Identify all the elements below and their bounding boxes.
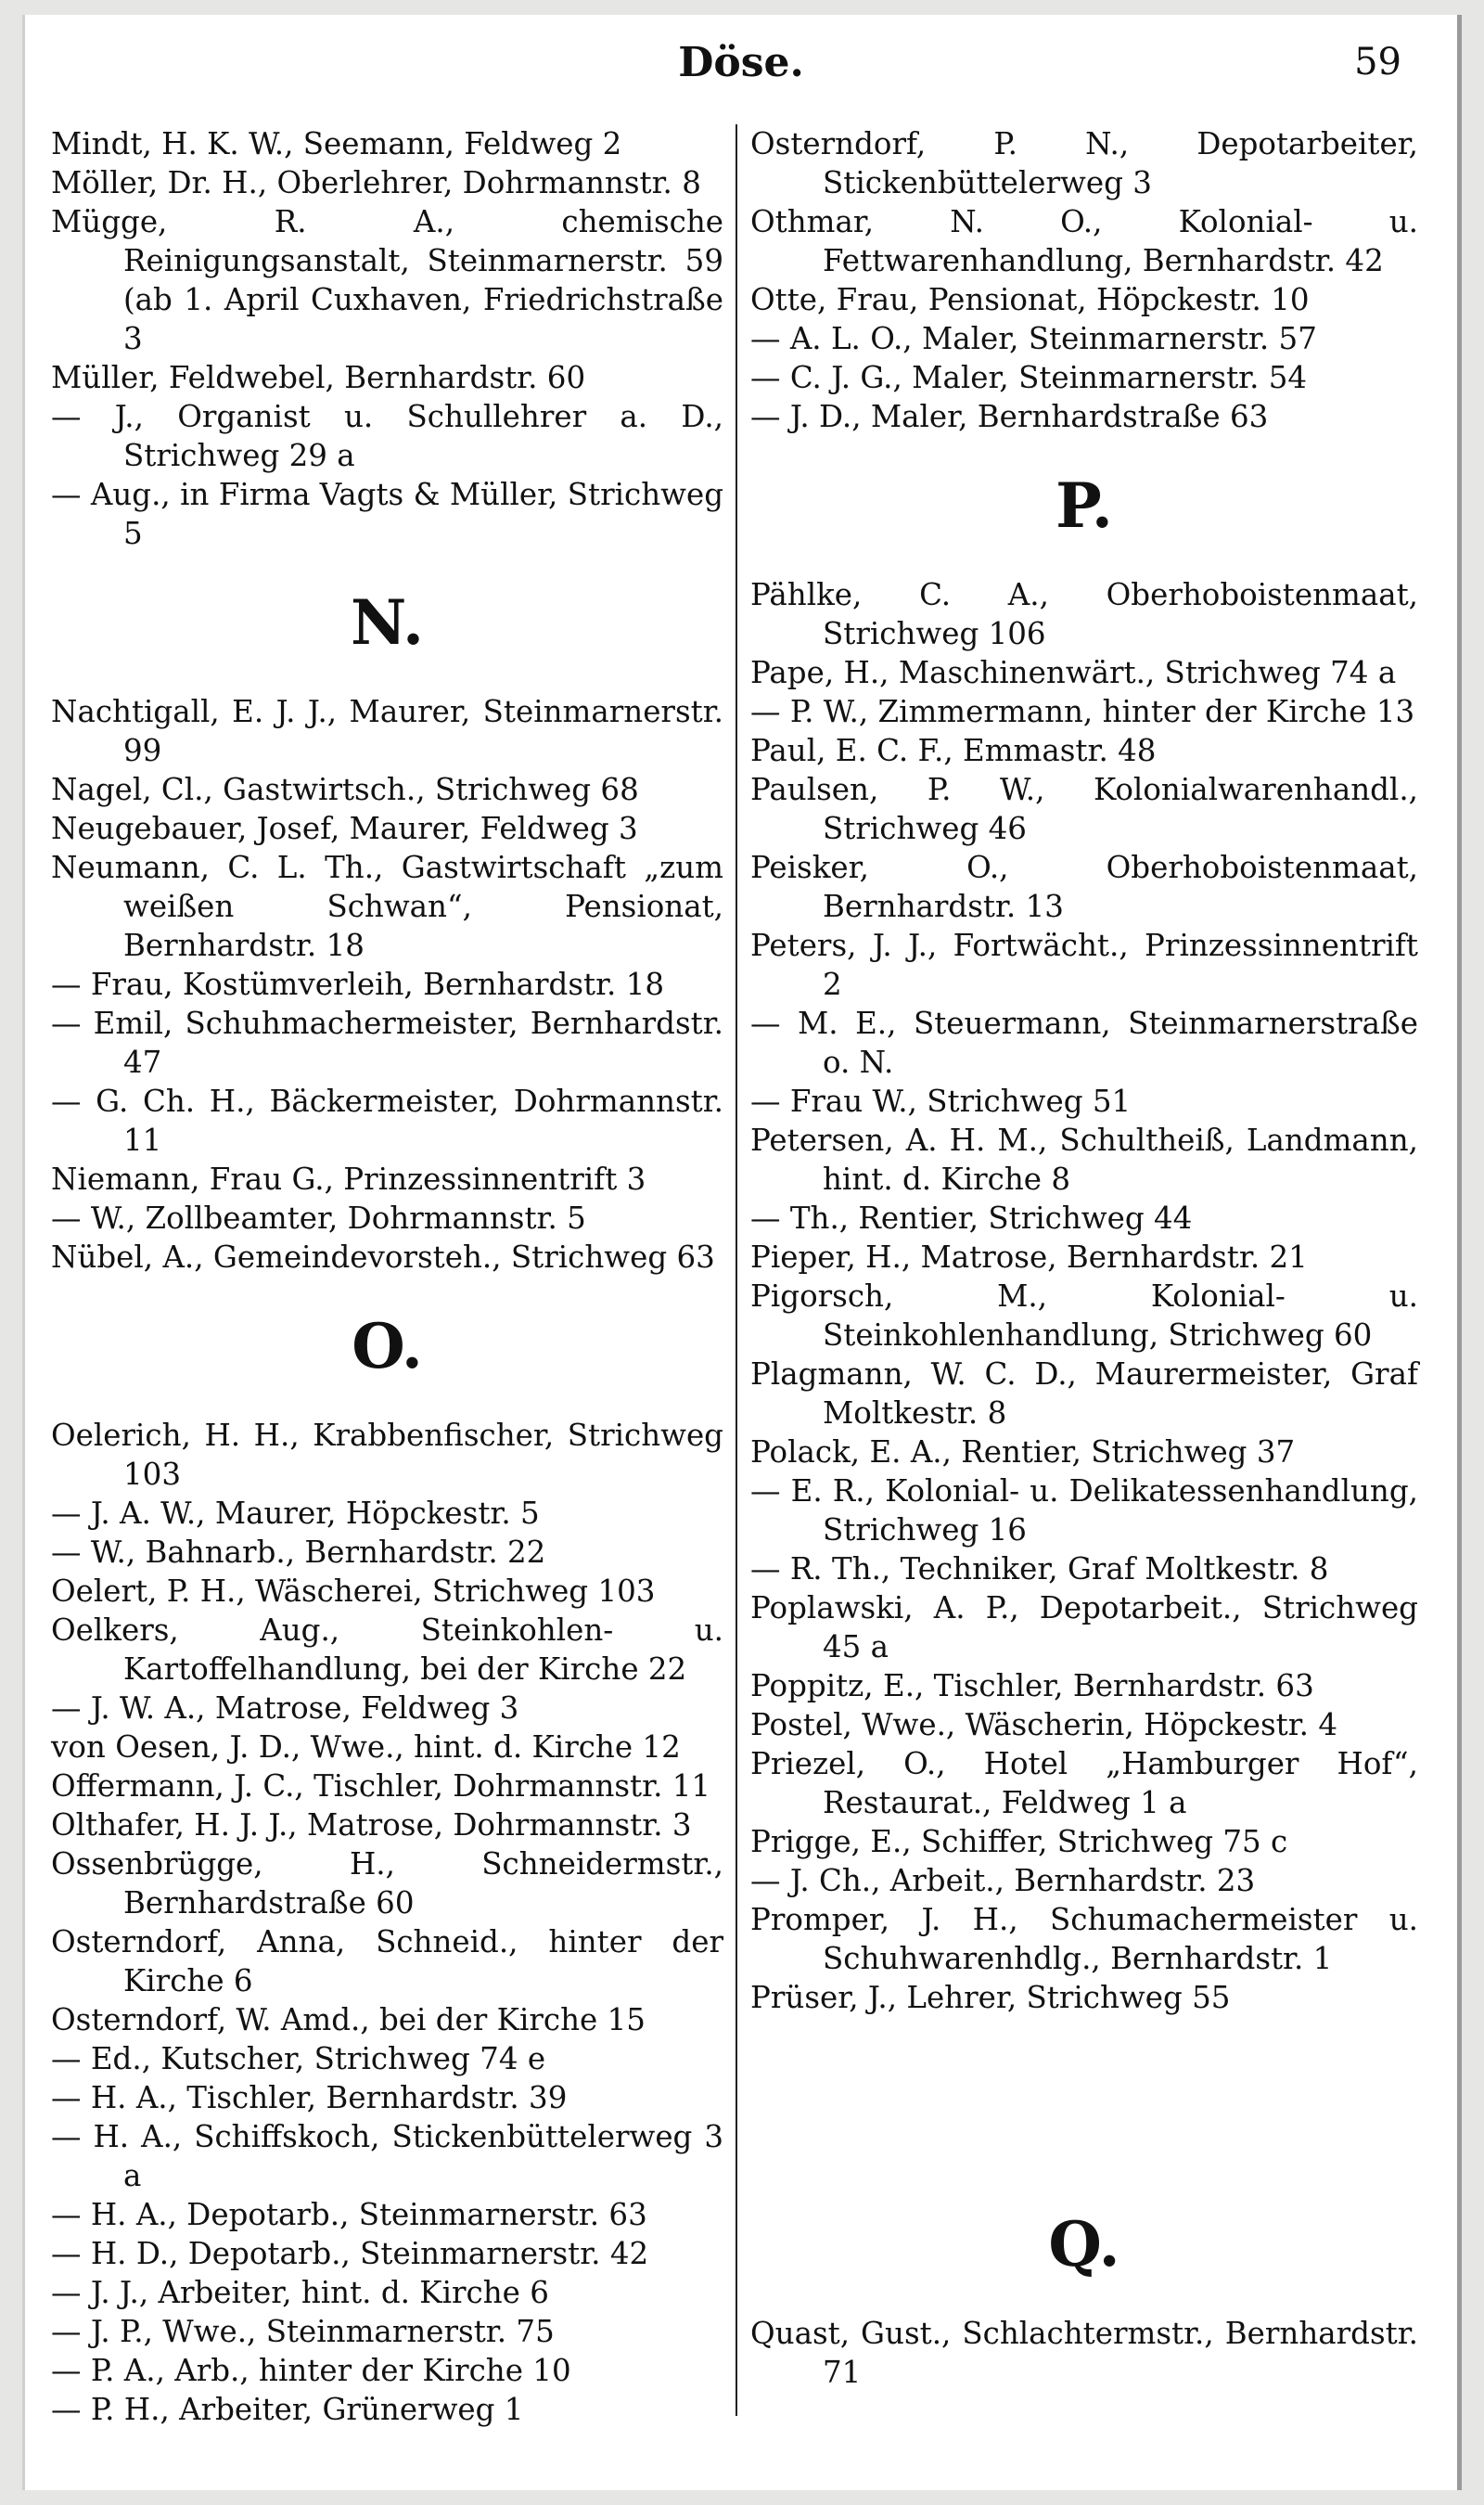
directory-entry: — J. P., Wwe., Steinmarnerstr. 75 <box>51 2314 555 2349</box>
directory-entry: — H. D., Depotarb., Steinmarnerstr. 42 <box>51 2236 649 2271</box>
directory-entry: Osterndorf, W. Amd., bei der Kirche 15 <box>51 2002 646 2037</box>
directory-entry: Petersen, A. H. M., Schultheiß, Landmann, hint. d. Kirche 8 <box>750 1123 1418 1197</box>
page-header <box>25 15 1457 115</box>
entries-continuation-o <box>750 124 1418 436</box>
directory-entry: Otte, Frau, Pensionat, Höpckestr. 10 <box>750 282 1310 317</box>
section-heading-n: N. <box>350 586 425 659</box>
directory-entry: Othmar, N. O., Kolonial- u. Fettwarenhandlung, Bernhardstr. 42 <box>750 204 1418 278</box>
directory-entry: Quast, Gust., Schlachtermstr., Bernhardstr. 71 <box>750 2316 1418 2390</box>
directory-entry: Paulsen, P. W., Kolonialwarenhandl., Strichweg 46 <box>750 772 1418 846</box>
directory-entry: Ossenbrügge, H., Schneidermstr., Bernhardstraße 60 <box>51 1846 723 1920</box>
directory-entry: — H. A., Depotarb., Steinmarnerstr. 63 <box>51 2197 647 2232</box>
directory-entry: Nachtigall, E. J. J., Maurer, Steinmarnerstr. 99 <box>51 694 723 768</box>
directory-entry: — J. W. A., Matrose, Feldweg 3 <box>51 1690 519 1726</box>
directory-entry: Plagmann, W. C. D., Maurermeister, Graf Moltkestr. 8 <box>750 1356 1418 1431</box>
left-column <box>51 124 723 2490</box>
directory-entry: — J. Ch., Arbeit., Bernhardstr. 23 <box>750 1863 1256 1898</box>
directory-entry: — P. H., Arbeiter, Grünerweg 1 <box>51 2392 524 2427</box>
two-column-body <box>25 124 1457 2490</box>
directory-entry: Niemann, Frau G., Prinzessinnentrift 3 <box>51 1162 646 1197</box>
section-heading-p: P. <box>1055 469 1113 542</box>
directory-entry: — Th., Rentier, Strichweg 44 <box>750 1201 1193 1236</box>
directory-entry: Oelerich, H. H., Krabbenfischer, Strichweg 103 <box>51 1418 723 1492</box>
directory-entry: — Frau, Kostümverleih, Bernhardstr. 18 <box>51 967 665 1002</box>
directory-entry: — E. R., Kolonial- u. Delikatessenhandlung, Strichweg 16 <box>750 1473 1418 1548</box>
directory-entry: Osterndorf, Anna, Schneid., hinter der Kirche 6 <box>51 1924 723 1998</box>
directory-entry: — W., Zollbeamter, Dohrmannstr. 5 <box>51 1201 586 1236</box>
directory-entry: Offermann, J. C., Tischler, Dohrmannstr. 11 <box>51 1768 711 1804</box>
directory-entry: — J. A. W., Maurer, Höpckestr. 5 <box>51 1496 540 1531</box>
directory-entry: Oelkers, Aug., Steinkohlen- u. Kartoffelhandlung, bei der Kirche 22 <box>51 1612 723 1687</box>
directory-entry: Olthafer, H. J. J., Matrose, Dohrmannstr. 3 <box>51 1807 692 1843</box>
section-heading-o: O. <box>352 1310 423 1382</box>
directory-entry: Postel, Wwe., Wäscherin, Höpckestr. 4 <box>750 1707 1338 1742</box>
directory-entry: Peisker, O., Oberhoboistenmaat, Bernhardstr. 13 <box>750 850 1418 924</box>
directory-entry: — Ed., Kutscher, Strichweg 74 e <box>51 2041 546 2076</box>
directory-entry: Poplawski, A. P., Depotarbeit., Strichweg 45 a <box>750 1590 1418 1664</box>
directory-entry: Nagel, Cl., Gastwirtsch., Strichweg 68 <box>51 772 639 807</box>
directory-entry: Poppitz, E., Tischler, Bernhardstr. 63 <box>750 1668 1314 1703</box>
directory-entry: — R. Th., Techniker, Graf Moltkestr. 8 <box>750 1551 1329 1586</box>
directory-entry: — A. L. O., Maler, Steinmarnerstr. 57 <box>750 321 1317 356</box>
directory-entry: — M. E., Steuermann, Steinmarnerstraße o. N. <box>750 1006 1418 1080</box>
directory-entry: — C. J. G., Maler, Steinmarnerstr. 54 <box>750 360 1308 395</box>
directory-entry: Priezel, O., Hotel „Hamburger Hof“, Restaurat., Feldweg 1 a <box>750 1746 1418 1820</box>
column-divider <box>736 124 737 2416</box>
page-number: 59 <box>1354 41 1401 84</box>
directory-entry: Müller, Feldwebel, Bernhardstr. 60 <box>51 360 586 395</box>
directory-entry: — H. A., Tischler, Bernhardstr. 39 <box>51 2080 568 2115</box>
directory-entry: Oelert, P. H., Wäscherei, Strichweg 103 <box>51 1574 656 1609</box>
directory-entry: Pigorsch, M., Kolonial- u. Steinkohlenhandlung, Strichweg 60 <box>750 1278 1418 1353</box>
directory-entry: Nübel, A., Gemeindevorsteh., Strichweg 63 <box>51 1240 715 1275</box>
directory-entry: — Emil, Schuhmachermeister, Bernhardstr. 47 <box>51 1006 723 1080</box>
directory-entry: — J. D., Maler, Bernhardstraße 63 <box>750 399 1269 434</box>
entries-section-n <box>51 692 723 1277</box>
directory-entry: Osterndorf, P. N., Depotarbeiter, Stickenbüttelerweg 3 <box>750 126 1418 200</box>
directory-entry: — P. A., Arb., hinter der Kirche 10 <box>51 2353 571 2388</box>
directory-entry: — H. A., Schiffskoch, Stickenbüttelerweg 3 a <box>51 2119 723 2193</box>
directory-entry: Peters, J. J., Fortwächt., Prinzessinnentrift 2 <box>750 928 1418 1002</box>
directory-page <box>22 15 1462 2490</box>
directory-entry: Pählke, C. A., Oberhoboistenmaat, Strichweg 106 <box>750 577 1418 651</box>
directory-entry: Pape, H., Maschinenwärt., Strichweg 74 a <box>750 655 1397 690</box>
directory-entry: Paul, E. C. F., Emmastr. 48 <box>750 733 1157 768</box>
directory-entry: Neumann, C. L. Th., Gastwirtschaft „zum weißen Schwan“, Pensionat, Bernhardstr. 18 <box>51 850 723 963</box>
directory-entry: Promper, J. H., Schumachermeister u. Schuhwarenhdlg., Bernhardstr. 1 <box>750 1902 1418 1976</box>
directory-entry: Mindt, H. K. W., Seemann, Feldweg 2 <box>51 126 622 161</box>
directory-entry: — J. J., Arbeiter, hint. d. Kirche 6 <box>51 2275 549 2310</box>
entries-continuation-m <box>51 124 723 553</box>
directory-entry: Möller, Dr. H., Oberlehrer, Dohrmannstr. 8 <box>51 165 701 200</box>
directory-entry: — Frau W., Strichweg 51 <box>750 1084 1132 1119</box>
directory-entry: Neugebauer, Josef, Maurer, Feldweg 3 <box>51 811 638 846</box>
right-column <box>750 124 1418 2490</box>
directory-entry: Prigge, E., Schiffer, Strichweg 75 c <box>750 1824 1288 1859</box>
directory-entry: von Oesen, J. D., Wwe., hint. d. Kirche 12 <box>51 1729 681 1765</box>
entries-section-p <box>750 575 1418 2017</box>
section-heading-q: Q. <box>1048 2208 1120 2280</box>
directory-entry: Mügge, R. A., chemische Reinigungsanstalt, Steinmarnerstr. 59 (ab 1. April Cuxhaven, Friedrichstraße 3 <box>51 204 723 356</box>
running-title: Döse. <box>678 39 804 86</box>
directory-entry: — J., Organist u. Schullehrer a. D., Strichweg 29 a <box>51 399 723 473</box>
directory-entry: — G. Ch. H., Bäckermeister, Dohrmannstr. 11 <box>51 1084 723 1158</box>
entries-section-q <box>750 2314 1418 2392</box>
directory-entry: — W., Bahnarb., Bernhardstr. 22 <box>51 1535 546 1570</box>
entries-section-o <box>51 1416 723 2429</box>
directory-entry: — Aug., in Firma Vagts & Müller, Strichweg 5 <box>51 477 723 551</box>
directory-entry: Polack, E. A., Rentier, Strichweg 37 <box>750 1434 1296 1470</box>
directory-entry: — P. W., Zimmermann, hinter der Kirche 13 <box>750 694 1415 729</box>
directory-entry: Prüser, J., Lehrer, Strichweg 55 <box>750 1980 1231 2015</box>
directory-entry: Pieper, H., Matrose, Bernhardstr. 21 <box>750 1240 1308 1275</box>
